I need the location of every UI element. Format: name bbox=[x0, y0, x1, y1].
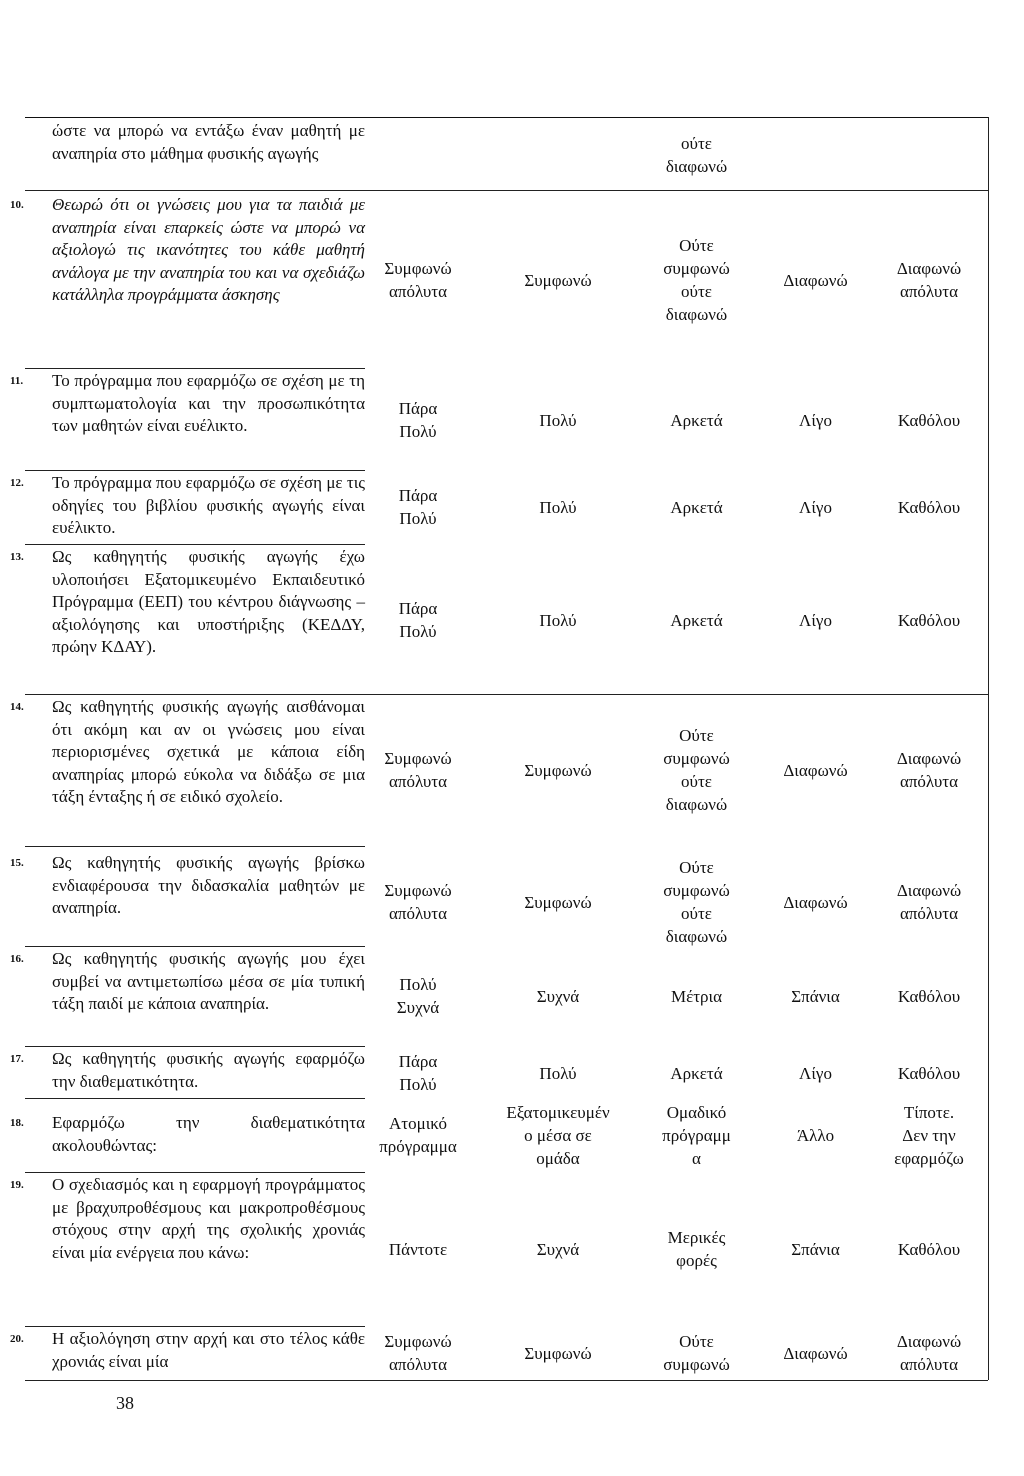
answer-option: Ομαδικό πρόγραμμ α bbox=[662, 1102, 731, 1168]
answer-option: Αρκετά bbox=[670, 1063, 723, 1083]
answer-option: Διαφωνώ bbox=[783, 270, 848, 290]
answer-option: Ούτε συμφωνώ ούτε διαφωνώ bbox=[663, 858, 730, 946]
option-col-5 bbox=[870, 948, 988, 1044]
answer-option: Ούτε συμφωνώ ούτε διαφωνώ bbox=[663, 236, 730, 324]
answer-option: Διαφωνώ απόλυτα bbox=[896, 259, 962, 301]
option-col-1 bbox=[366, 194, 470, 366]
answer-option: Αρκετά bbox=[670, 497, 723, 517]
answer-option: Ατομικό πρόγραμμα bbox=[379, 1114, 457, 1156]
answer-option: Άλλο bbox=[796, 1125, 835, 1145]
answer-option: Καθόλου bbox=[897, 986, 961, 1006]
page-number: 38 bbox=[116, 1393, 134, 1413]
question-text: Ως καθηγητής φυσικής αγωγής αισθάνομαι ότι ακόμη και αν οι γνώσεις μου είναι περιορισμένες σχετικά με κάποια είδη αναπηρίας μπορώ εύκολα να διδάξω σε μια τάξη ένταξης ή σε ειδικό σχολείο. bbox=[52, 697, 365, 806]
option-col-1 bbox=[366, 948, 470, 1044]
option-col-3 bbox=[633, 194, 760, 366]
answer-option: Καθόλου bbox=[897, 610, 961, 630]
question-text: Το πρόγραμμα που εφαρμόζω σε σχέση με τη συμπτωματολογία και την προσωπικότητα των μαθητών είναι ευέλικτο. bbox=[52, 371, 365, 435]
answer-option: Καθόλου bbox=[897, 410, 961, 430]
question-number: 10. bbox=[10, 199, 24, 211]
table-row bbox=[0, 370, 1024, 470]
option-col-2 bbox=[482, 948, 634, 1044]
option-col-2 bbox=[482, 546, 634, 694]
question-number: 20. bbox=[10, 1333, 24, 1345]
option-col-4 bbox=[757, 696, 874, 844]
row-divider bbox=[25, 1172, 365, 1173]
option-col-1 bbox=[366, 852, 470, 952]
answer-option: Διαφωνώ bbox=[783, 1343, 848, 1363]
answer-option: Λίγο bbox=[799, 610, 832, 630]
option-col-2 bbox=[482, 852, 634, 952]
option-col-2 bbox=[482, 1100, 634, 1170]
answer-option: Συμφωνώ απόλυτα bbox=[384, 259, 452, 301]
option-col-3 bbox=[633, 1100, 760, 1170]
question-number: 14. bbox=[10, 701, 24, 713]
option-col-3 bbox=[633, 696, 760, 844]
answer-option: Διαφωνώ bbox=[783, 760, 848, 780]
answer-option: Λίγο bbox=[799, 497, 832, 517]
option-col-2 bbox=[482, 1048, 634, 1098]
question-text: Η αξιολόγηση στην αρχή και στο τέλος κάθε χρονιάς είναι μία bbox=[52, 1329, 365, 1371]
question-text: Ως καθηγητής φυσικής αγωγής μου έχει συμβεί να αντιμετωπίσω μέσα σε μία τυπική τάξη παιδί με κάποια αναπηρία. bbox=[52, 949, 365, 1013]
option-col-1 bbox=[366, 1174, 470, 1324]
option-col-5 bbox=[870, 1328, 988, 1378]
answer-option: Πάρα Πολύ bbox=[398, 399, 438, 441]
answer-option: Συμφωνώ bbox=[524, 892, 592, 912]
answer-option: Σπάνια bbox=[791, 986, 840, 1006]
question-number: 18. bbox=[10, 1117, 24, 1129]
question-text: Ως καθηγητής φυσικής αγωγής έχω υλοποιήσει Εξατομικευμένο Εκπαιδευτικό Πρόγραμμα (ΕΕΠ) του κέντρου διάγνωσης – αξιολόγησης και υποστήριξης (ΚΕΔΔΥ, πρώην ΚΔΑΥ). bbox=[52, 547, 365, 656]
question-number: 16. bbox=[10, 953, 24, 965]
answer-option: Λίγο bbox=[799, 1063, 832, 1083]
option-col-5 bbox=[870, 472, 988, 542]
option-col-2 bbox=[482, 1174, 634, 1324]
answer-option: Λίγο bbox=[799, 410, 832, 430]
answer-option: Διαφωνώ bbox=[783, 892, 848, 912]
row-divider bbox=[25, 368, 365, 369]
option-col-2 bbox=[482, 1328, 634, 1378]
answer-option: Ούτε συμφωνώ ούτε διαφωνώ bbox=[663, 726, 730, 814]
row-divider bbox=[25, 190, 988, 191]
option-col-4 bbox=[757, 1048, 874, 1098]
question-text: Θεωρώ ότι οι γνώσεις μου για τα παιδιά με αναπηρία είναι επαρκείς ώστε να μπορώ να αξιολογώ τις ικανότητες του κάθε μαθητή ανάλογα με την αναπηρία του και να σχεδιάζω κατάλληλα προγράμματα άσκησης bbox=[52, 195, 365, 304]
option-col-1 bbox=[366, 1328, 470, 1378]
row-divider bbox=[25, 1098, 365, 1099]
option-col-4 bbox=[757, 1328, 874, 1378]
option-col-5 bbox=[870, 546, 988, 694]
answer-option: Διαφωνώ απόλυτα bbox=[896, 881, 962, 923]
option-col-1 bbox=[366, 472, 470, 542]
table-row bbox=[0, 472, 1024, 542]
answer-option: Πάρα Πολύ bbox=[398, 599, 438, 641]
table-row bbox=[0, 948, 1024, 1044]
answer-option: Συχνά bbox=[536, 986, 580, 1006]
option-col-3 bbox=[633, 120, 760, 190]
answer-option: Πάρα Πολύ bbox=[398, 1052, 438, 1094]
row-divider bbox=[25, 846, 365, 847]
answer-option: Πολύ bbox=[539, 1063, 577, 1083]
answer-option: Συμφωνώ bbox=[524, 1343, 592, 1363]
option-col-3 bbox=[633, 472, 760, 542]
row-divider bbox=[25, 470, 365, 471]
option-col-3 bbox=[633, 1174, 760, 1324]
option-col-3 bbox=[633, 370, 760, 470]
answer-option: ούτε διαφωνώ bbox=[665, 134, 728, 176]
answer-option: Μέτρια bbox=[670, 986, 723, 1006]
option-col-1 bbox=[366, 1100, 470, 1170]
option-col-5 bbox=[870, 1174, 988, 1324]
answer-option: Πάρα Πολύ bbox=[398, 486, 438, 528]
option-col-3 bbox=[633, 852, 760, 952]
answer-option: Καθόλου bbox=[897, 1239, 961, 1259]
question-text: Εφαρμόζω την διαθεματικότητα ακολουθώντας: bbox=[52, 1113, 365, 1155]
option-col-4 bbox=[757, 370, 874, 470]
option-col-3 bbox=[633, 546, 760, 694]
option-col-5 bbox=[870, 370, 988, 470]
question-number: 15. bbox=[10, 857, 24, 869]
question-number: 11. bbox=[10, 375, 24, 387]
table-row bbox=[0, 1048, 1024, 1098]
answer-option: Μερικές φορές bbox=[667, 1228, 726, 1270]
table-row bbox=[0, 194, 1024, 366]
option-col-4 bbox=[757, 472, 874, 542]
row-divider bbox=[25, 544, 365, 545]
option-col-4 bbox=[757, 948, 874, 1044]
question-text: Ο σχεδιασμός και η εφαρμογή προγράμματος με βραχυπροθέσμους και μακροπροθέσμους στόχους στην αρχή της σχολικής χρονιάς είναι μία ενέργεια που κάνω: bbox=[52, 1175, 365, 1262]
table-row bbox=[0, 1328, 1024, 1378]
option-col-4 bbox=[757, 852, 874, 952]
answer-option: Συμφωνώ bbox=[524, 760, 592, 780]
answer-option: Διαφωνώ απόλυτα bbox=[896, 749, 962, 791]
answer-option: Συχνά bbox=[536, 1239, 580, 1259]
question-text: ώστε να μπορώ να εντάξω έναν μαθητή με αναπηρία στο μάθημα φυσικής αγωγής bbox=[52, 121, 365, 163]
table-top-border bbox=[25, 117, 988, 118]
table-row bbox=[0, 120, 1024, 190]
answer-option: Αρκετά bbox=[670, 410, 723, 430]
answer-option: Αρκετά bbox=[670, 610, 723, 630]
option-col-4 bbox=[757, 1174, 874, 1324]
row-divider bbox=[25, 1326, 365, 1327]
answer-option: Συμφωνώ απόλυτα bbox=[384, 749, 452, 791]
answer-option: Πολύ bbox=[539, 610, 577, 630]
answer-option: Καθόλου bbox=[897, 497, 961, 517]
table-row bbox=[0, 1174, 1024, 1324]
answer-option: Ούτε συμφωνώ bbox=[663, 1332, 730, 1374]
answer-option: Σπάνια bbox=[791, 1239, 840, 1259]
answer-option: Τίποτε. Δεν την εφαρμόζω bbox=[894, 1102, 964, 1168]
option-col-1 bbox=[366, 546, 470, 694]
option-col-4 bbox=[757, 546, 874, 694]
answer-option: Πολύ Συχνά bbox=[396, 975, 440, 1017]
answer-option: Συμφωνώ bbox=[524, 270, 592, 290]
option-col-5 bbox=[870, 194, 988, 366]
table-row bbox=[0, 696, 1024, 844]
option-col-3 bbox=[633, 1328, 760, 1378]
option-col-3 bbox=[633, 1048, 760, 1098]
question-text: Ως καθηγητής φυσικής αγωγής βρίσκω ενδιαφέρουσα την διδασκαλία μαθητών με αναπηρία. bbox=[52, 853, 365, 917]
question-text: Ως καθηγητής φυσικής αγωγής εφαρμόζω την διαθεματικότητα. bbox=[52, 1049, 365, 1091]
answer-option: Διαφωνώ απόλυτα bbox=[896, 1332, 962, 1374]
option-col-5 bbox=[870, 1100, 988, 1170]
answer-option: Καθόλου bbox=[897, 1063, 961, 1083]
row-divider bbox=[25, 1380, 988, 1381]
option-col-5 bbox=[870, 1048, 988, 1098]
answer-option: Πολύ bbox=[539, 497, 577, 517]
question-number: 12. bbox=[10, 477, 24, 489]
question-number: 13. bbox=[10, 551, 24, 563]
row-divider bbox=[25, 694, 988, 695]
row-divider bbox=[25, 946, 365, 947]
answer-option: Συμφωνώ απόλυτα bbox=[384, 881, 452, 923]
option-col-1 bbox=[366, 370, 470, 470]
option-col-2 bbox=[482, 194, 634, 366]
option-col-2 bbox=[482, 472, 634, 542]
answer-option: Εξατομικευμέν ο μέσα σε ομάδα bbox=[506, 1102, 610, 1168]
option-col-5 bbox=[870, 852, 988, 952]
option-col-2 bbox=[482, 696, 634, 844]
question-text: Το πρόγραμμα που εφαρμόζω σε σχέση με τις οδηγίες του βιβλίου φυσικής αγωγής είναι ευέλικτο. bbox=[52, 473, 365, 537]
question-number: 17. bbox=[10, 1053, 24, 1065]
table-row bbox=[0, 546, 1024, 694]
option-col-3 bbox=[633, 948, 760, 1044]
answer-option: Συμφωνώ απόλυτα bbox=[384, 1332, 452, 1374]
option-col-2 bbox=[482, 370, 634, 470]
row-divider bbox=[25, 1046, 365, 1047]
answer-option: Πάντοτε bbox=[388, 1239, 448, 1259]
answer-option: Πολύ bbox=[539, 410, 577, 430]
option-col-4 bbox=[757, 1100, 874, 1170]
option-col-1 bbox=[366, 1048, 470, 1098]
option-col-5 bbox=[870, 696, 988, 844]
option-col-4 bbox=[757, 194, 874, 366]
table-row bbox=[0, 852, 1024, 952]
table-row bbox=[0, 1100, 1024, 1170]
option-col-1 bbox=[366, 696, 470, 844]
question-number: 19. bbox=[10, 1179, 24, 1191]
